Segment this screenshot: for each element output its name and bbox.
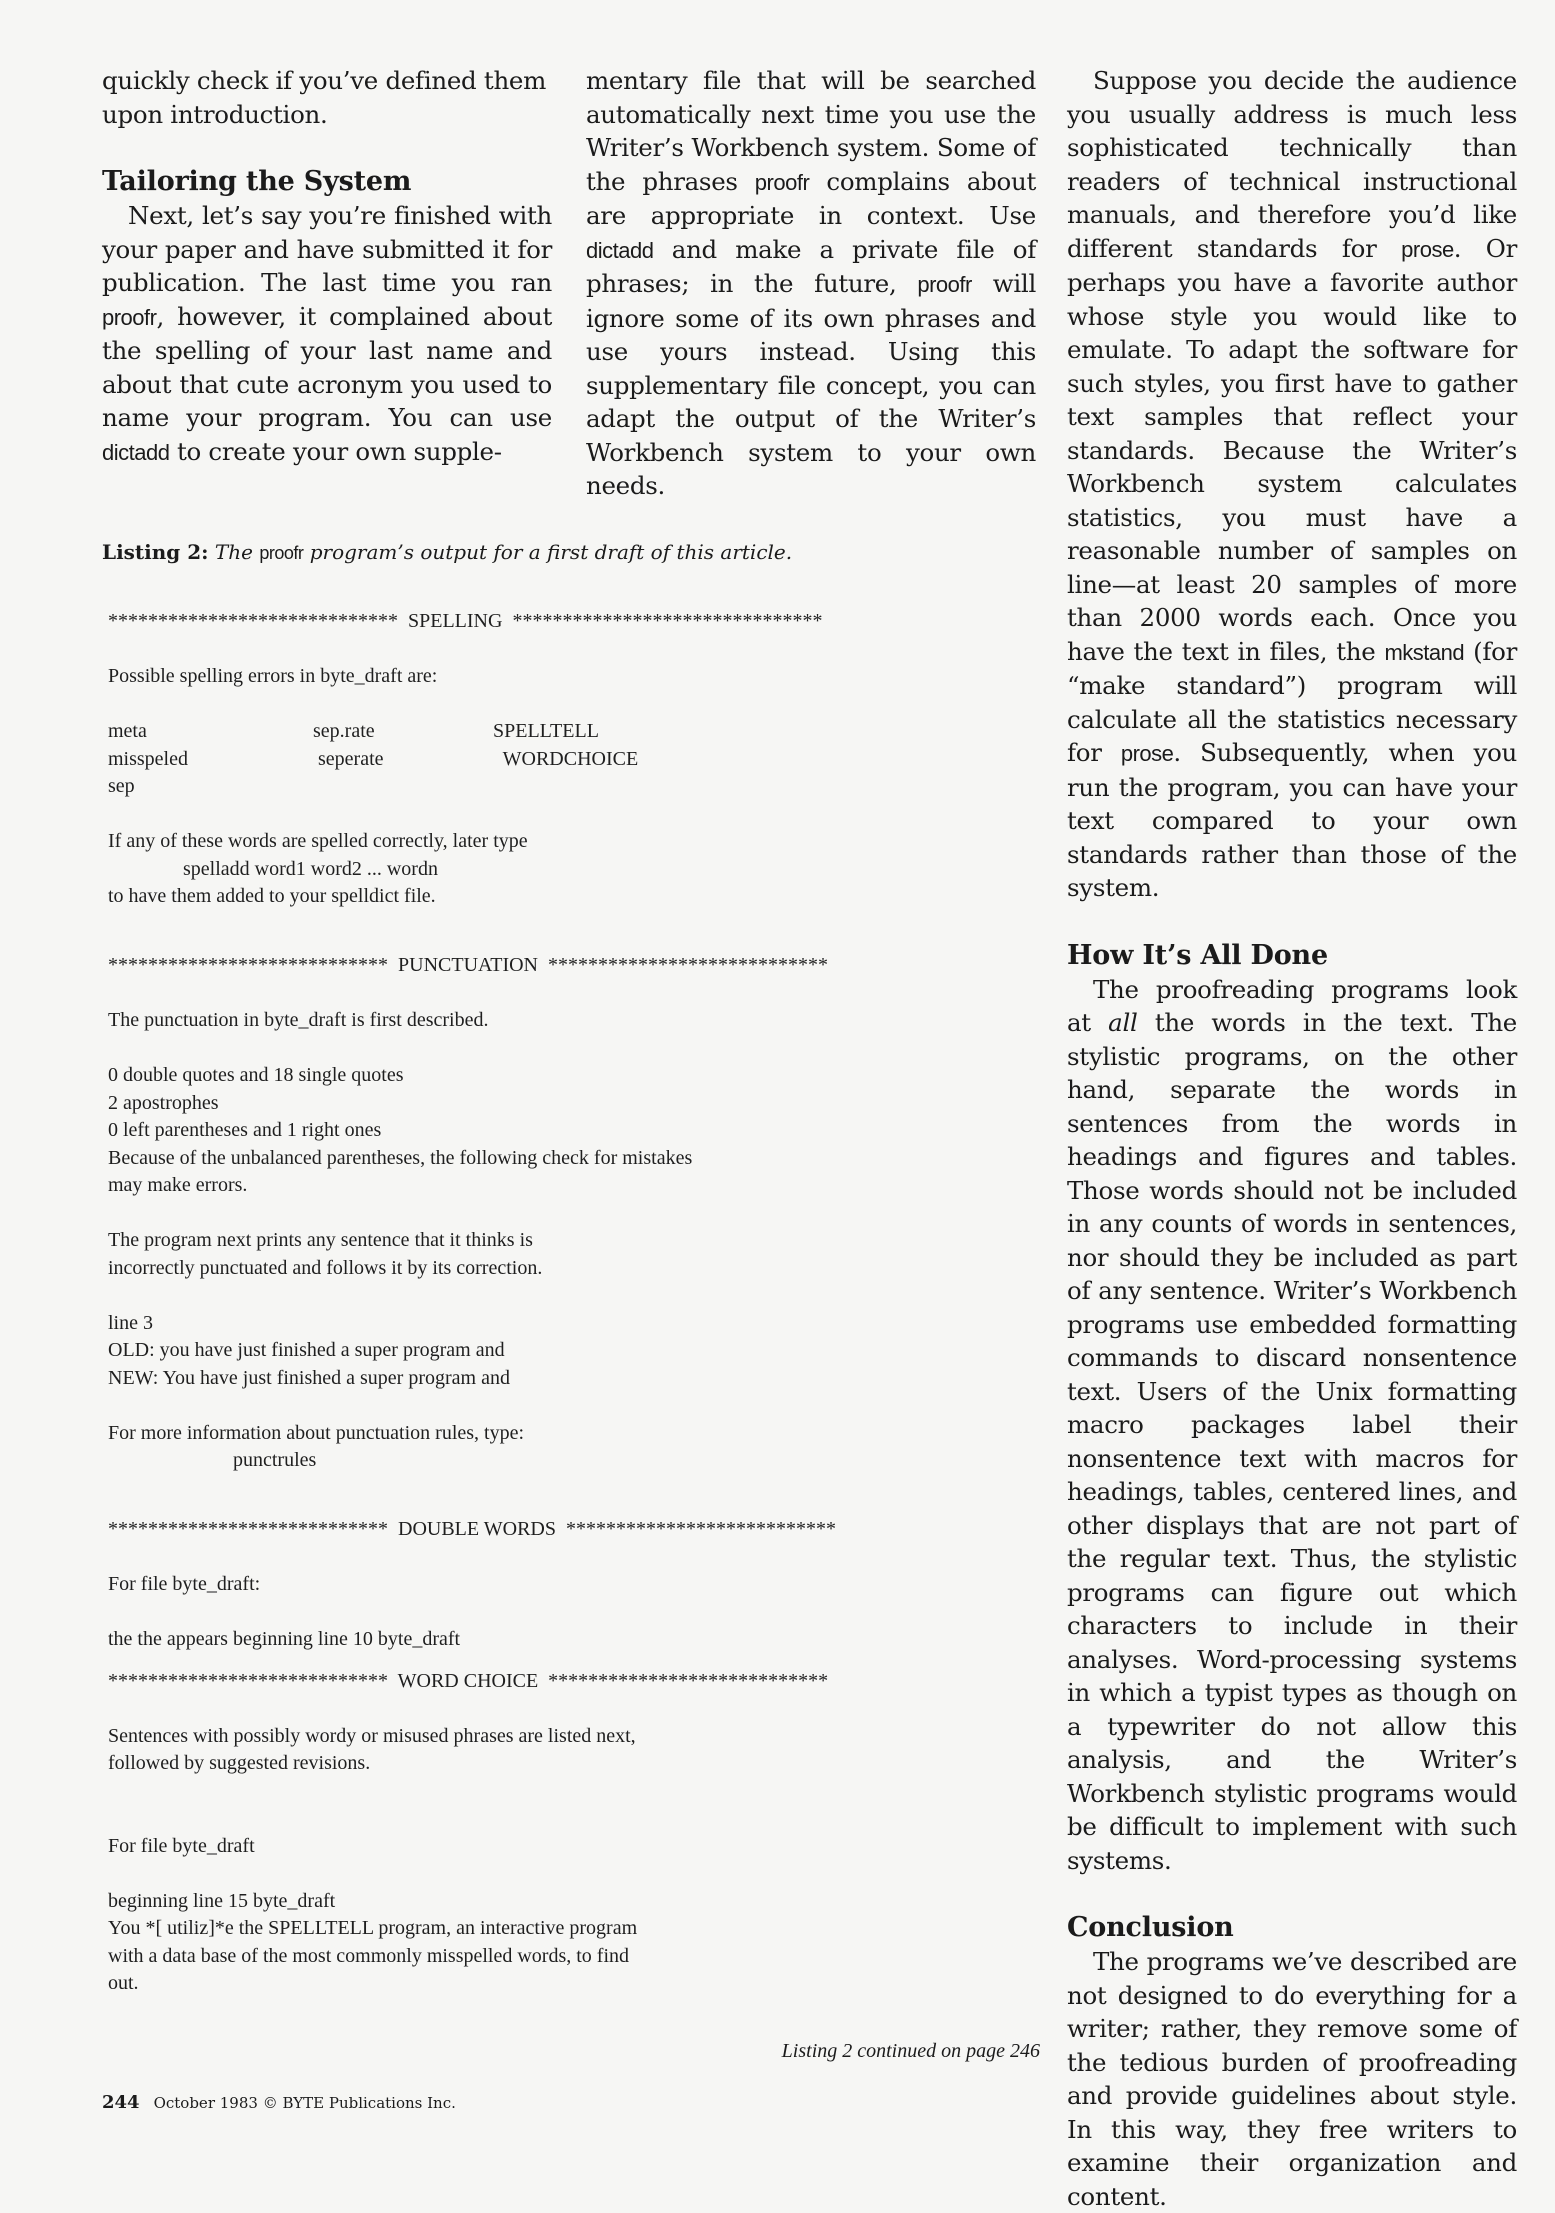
caption-text: The (208, 540, 260, 564)
word-choice-intro: followed by suggested revisions. (108, 1752, 371, 1774)
word-choice-location: beginning line 15 byte_draft (108, 1889, 336, 1912)
punctuation-count: 2 apostrophes (108, 1091, 219, 1114)
section-banner-punctuation: **************************** PUNCTUATION **************************** (108, 954, 828, 976)
article-column-3 (1067, 64, 1517, 2213)
text-run: . Or perhaps you have a favorite author whose style you would like to emulate. To adapt the software for such styles, you first have to gather text samples that reflect your standards. Because the Writer’s Workbench system calculates statistics, you must have a reasonable number of samples on line—at least 20 samples of more than 2000 words each. Once you have the text in files, the (1067, 233, 1517, 666)
program-name-dictadd: dictadd (102, 439, 170, 465)
paragraph-custom-standards (1067, 64, 1517, 905)
spelling-intro: Possible spelling errors in byte_draft are: (108, 665, 438, 687)
punctuation-warning: may make errors. (108, 1174, 248, 1196)
text-run: Suppose you decide the audience you usually address is much less sophisticated technically than readers of technical instructional manuals, and therefore you’d like different standards for (1067, 66, 1517, 263)
listing-continued-note: Listing 2 continued on page 246 (781, 2040, 1040, 2062)
program-name-mkstand: mkstand (1384, 639, 1465, 665)
paragraph-intro-continuation: quickly check if you’ve defined them upon introduction. (102, 66, 547, 129)
program-name-proofr: proofr (917, 272, 972, 297)
section-heading-conclusion: Conclusion (1067, 1912, 1234, 1943)
listing-label: Listing 2: (102, 540, 209, 564)
caption-text: program’s output for a first draft of this article. (303, 540, 793, 564)
spelling-word: seperate (313, 747, 384, 770)
program-name-proofr: proofr (259, 543, 304, 563)
page-footer (102, 2092, 456, 2113)
program-name-proofr: proofr (754, 169, 810, 195)
program-name-dictadd: dictadd (586, 237, 654, 263)
emphasis-all: all (1108, 1008, 1138, 1037)
spelling-word: SPELLTELL (493, 720, 599, 742)
punctuation-line-ref: line 3 (108, 1311, 153, 1334)
spelling-hint-line: to have them added to your spelldict file. (108, 885, 436, 907)
word-choice-sentence: out. (108, 1972, 139, 1994)
listing-caption (102, 540, 792, 564)
paragraph-how-its-all-done (1067, 973, 1517, 1878)
spelling-word (313, 773, 493, 801)
text-run: complains about are appropriate in context. Use (586, 166, 1036, 230)
punctuation-intro: The punctuation in byte_draft is first described. (108, 1009, 489, 1031)
text-run: mentary file that will be searched automatically next time you use the Writer’s Workbench system. Some of the phrases (586, 66, 1036, 196)
word-choice-sentence: with a data base of the most commonly misspelled words, to find (108, 1944, 630, 1967)
text-run: The proofreading programs look at (1067, 974, 1517, 1037)
program-name-prose: prose (1120, 741, 1174, 766)
section-banner-word-choice: **************************** WORD CHOICE **************************** (108, 1669, 829, 1692)
text-run: . Subsequently, when you run the program, you can have your text compared to your own standards rather than those of the system. (1067, 738, 1518, 902)
paragraph-tailoring (102, 199, 552, 469)
spelling-hint-line: If any of these words are spelled correctly, later type (108, 830, 528, 852)
page-number: 244 (102, 2092, 140, 2113)
punctuation-note: The program next prints any sentence that it thinks is (108, 1229, 533, 1251)
article-column-1 (102, 64, 552, 469)
spelling-word: WORDCHOICE (493, 747, 639, 770)
text-run: will ignore some of its own phrases and use yours instead. Using this supplementary file concept, you can adapt the output of the Writer’s Workbench system to your own needs. (586, 269, 1036, 500)
punctuation-command: punctrules (108, 1449, 317, 1471)
double-words-file: For file byte_draft: (108, 1573, 261, 1595)
program-name-prose: prose (1401, 236, 1454, 262)
punctuation-count: 0 left parentheses and 1 right ones (108, 1119, 382, 1141)
punctuation-old: OLD: you have just finished a super program and (108, 1339, 505, 1361)
program-output-listing (108, 608, 1048, 1998)
punctuation-new: NEW: You have just finished a super program and (108, 1366, 510, 1389)
spelling-word: sep.rate (313, 720, 375, 742)
paragraph-supplementary-file (586, 64, 1036, 503)
text-run: the words in the text. The stylistic programs, on the other hand, separate the words in sentences from the words in headings and figures and tables. Those words should not be included in any counts of words in sentences, nor should they be included as part of any sentence. Writer’s Workbench programs use embedded formatting commands to discard nonsentence text. Users of the Unix formatting macro packages label their nonsentence text with macros for headings, tables, centered lines, and other displays that are not part of the regular text. Thus, the stylistic programs can figure out which characters to include in their analyses. Word-processing systems in which a typist types as though on a typewriter do not allow this analysis, and the Writer’s Workbench stylistic programs would be difficult to implement with such systems. (1067, 1008, 1518, 1875)
spelling-word: meta (108, 720, 147, 742)
spelling-hint-command: spelladd word1 word2 ... wordn (108, 857, 438, 880)
spelling-word: misspeled (108, 747, 188, 770)
section-heading-tailoring: Tailoring the System (102, 166, 412, 197)
punctuation-more-info: For more information about punctuation rules, type: (108, 1421, 525, 1444)
punctuation-count: 0 double quotes and 18 single quotes (108, 1064, 404, 1086)
program-name-proofr: proofr (102, 304, 157, 330)
text-run: Next, let’s say you’re finished with your paper and have submitted it for publication. The last time you ran (102, 201, 552, 297)
word-choice-intro: Sentences with possibly wordy or misused phrases are listed next, (108, 1724, 636, 1747)
spelling-word-grid (108, 718, 1048, 801)
article-column-2 (586, 64, 1036, 503)
spelling-word (493, 773, 713, 801)
text-run: and make a private file of phrases; in the future, (586, 234, 1036, 298)
double-words-result: the the appears beginning line 10 byte_draft (108, 1628, 461, 1650)
section-banner-double-words: **************************** DOUBLE WORDS *************************** (108, 1518, 836, 1540)
section-heading-how-its-all-done: How It’s All Done (1067, 939, 1328, 971)
text-run: (for “make standard”) program will calculate all the statistics necessary for (1067, 636, 1517, 767)
spelling-word: sep (108, 775, 135, 797)
word-choice-sentence: You *[ utiliz]*e the SPELLTELL program, an interactive program (108, 1917, 638, 1939)
word-choice-file: For file byte_draft (108, 1834, 255, 1857)
punctuation-note: incorrectly punctuated and follows it by its correction. (108, 1256, 543, 1279)
section-banner-spelling: ***************************** SPELLING ******************************* (108, 610, 823, 632)
paragraph-conclusion: The programs we’ve described are not designed to do everything for a writer; rather, they remove some of the tedious burden of proofreading and provide guidelines about style. In this way, they free writers to examine their organization and content. (1067, 1947, 1517, 2211)
text-run: to create your own supple- (169, 436, 502, 466)
punctuation-warning: Because of the unbalanced parentheses, the following check for mistakes (108, 1146, 693, 1169)
text-run: , however, it complained about the spelling of your last name and about that cute acronym you used to name your program. You can use (102, 301, 552, 432)
publication-credit: October 1983 © BYTE Publications Inc. (153, 2094, 456, 2112)
